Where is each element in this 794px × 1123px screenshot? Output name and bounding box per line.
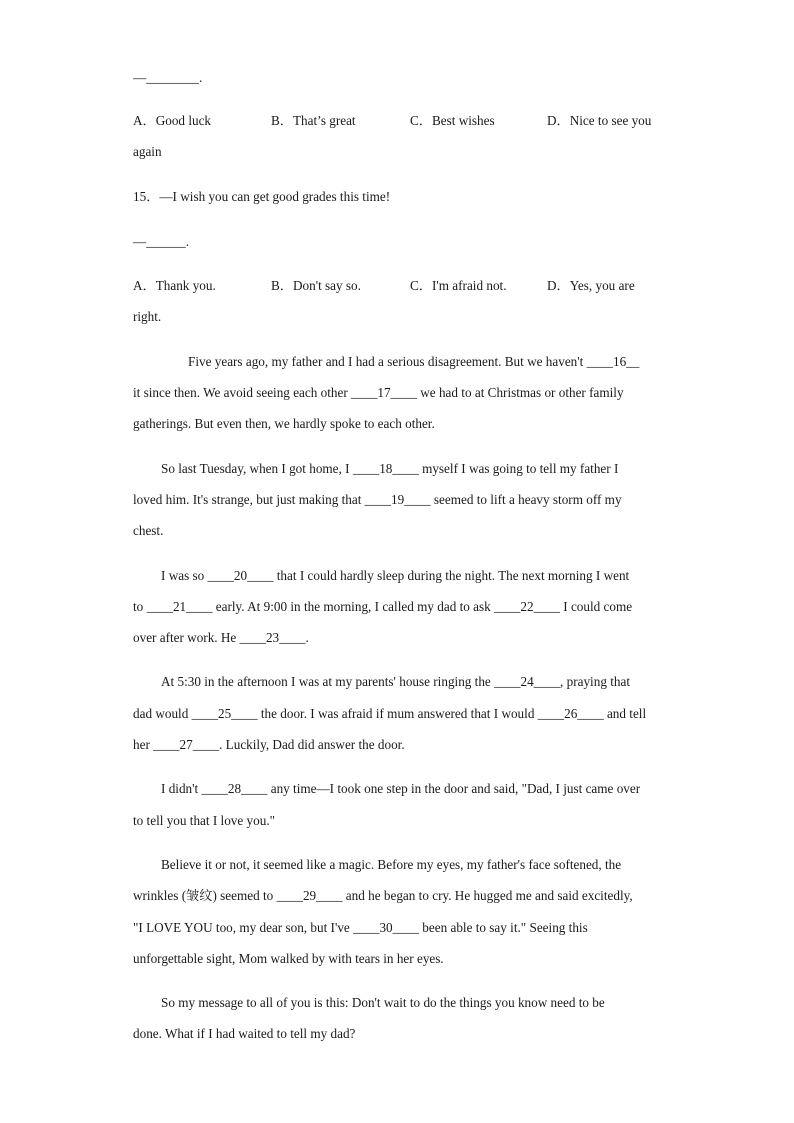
passage-p3-line3	[133, 630, 309, 646]
blank-23: ____23____	[239, 630, 306, 645]
text: . Luckily, Dad did answer the door.	[219, 737, 405, 752]
blank-19: ____19____	[364, 492, 431, 507]
q15-option-c: C．I'm afraid not.	[410, 278, 507, 293]
blank-20: ____20____	[207, 568, 274, 583]
text: I could come	[559, 599, 633, 614]
blank-30: ____30____	[353, 920, 419, 935]
text: So last Tuesday, when I got home, I	[161, 461, 353, 476]
blank-28: ____28____	[201, 781, 268, 796]
blank-24: ____24____	[494, 674, 561, 689]
q14-option-a: A．Good luck	[133, 113, 212, 128]
text: Five years ago, my father and I had a serious disagreement. But we haven't	[188, 354, 587, 369]
passage-p6-line2	[133, 888, 633, 904]
q15-option-a: A．Thank you.	[133, 278, 216, 293]
passage-p7-line1: So my message to all of you is this: Don't wait to do the things you know need to be	[161, 995, 605, 1010]
blank-29: ____29____	[276, 888, 343, 903]
q15-option-wrap: right.	[133, 309, 162, 324]
blank-21: ____21____	[146, 599, 213, 614]
blank-18: ____18____	[352, 461, 419, 476]
passage-p4-line2	[133, 706, 646, 722]
blank-22: ____22____	[494, 599, 560, 614]
passage-p5-line1	[161, 781, 640, 797]
text: At 5:30 in the afternoon I was at my parents' house ringing the	[161, 674, 495, 689]
passage-p2-line1	[161, 461, 618, 477]
text: and he began to cry. He hugged me and said excitedly,	[342, 888, 633, 903]
q14-option-b: B．That’s great	[271, 113, 356, 128]
blank-16: ____16__	[586, 354, 640, 369]
blank-26: ____26____	[537, 706, 604, 721]
text: any time—I took one step in the door and said, "Dad, I just came over	[267, 781, 641, 796]
text: loved him. It's strange, but just making that	[133, 492, 365, 507]
text: I didn't	[161, 781, 202, 796]
q14-option-d: D．Nice to see you	[547, 113, 652, 128]
text: early. At 9:00 in the morning, I called my dad to ask	[212, 599, 495, 614]
text: .	[305, 630, 309, 645]
text: the door. I was afraid if mum answered that I would	[257, 706, 538, 721]
q14-option-c: C．Best wishes	[410, 113, 495, 128]
blank-17: ____17____	[351, 385, 417, 400]
passage-p1-line1	[188, 354, 639, 370]
q15-answer-line: —______.	[133, 234, 190, 249]
text: , praying that	[560, 674, 630, 689]
passage-p6-line3	[133, 920, 588, 936]
text: I was so	[161, 568, 208, 583]
text: we had to at Christmas or other family	[416, 385, 624, 400]
text: and tell	[603, 706, 647, 721]
passage-p1-line3: gatherings. But even then, we hardly spoke to each other.	[133, 416, 435, 431]
passage-p3-line2	[133, 599, 632, 615]
q15-option-b: B．Don't say so.	[271, 278, 361, 293]
passage-p1-line2	[133, 385, 624, 401]
text: dad would	[133, 706, 192, 721]
text: over after work. He	[133, 630, 240, 645]
text: that I could hardly sleep during the night. The next morning I went	[273, 568, 630, 583]
passage-p7-line2: done. What if I had waited to tell my dad?	[133, 1026, 356, 1041]
passage-p2-line3: chest.	[133, 523, 164, 538]
text: seemed to lift a heavy storm off my	[430, 492, 622, 507]
blank-25: ____25____	[191, 706, 258, 721]
q14-answer-line: —________.	[133, 70, 203, 85]
text: "I LOVE YOU too, my dear son, but I've	[133, 920, 354, 935]
text: been able to say it." Seeing this	[419, 920, 588, 935]
text: it since then. We avoid seeing each other	[133, 385, 352, 400]
text: her	[133, 737, 154, 752]
text: myself I was going to tell my father I	[418, 461, 619, 476]
q15-option-d: D．Yes, you are	[547, 278, 635, 293]
blank-27: ____27____	[153, 737, 220, 752]
q14-option-wrap: again	[133, 144, 162, 159]
passage-p6-line1: Believe it or not, it seemed like a magic. Before my eyes, my father's face softened, the	[161, 857, 622, 872]
passage-p6-line4: unforgettable sight, Mom walked by with tears in her eyes.	[133, 951, 444, 966]
q15-stem: 15．—I wish you can get good grades this time!	[133, 189, 391, 204]
passage-p4-line3	[133, 737, 405, 753]
passage-p3-line1	[161, 568, 629, 584]
passage-p2-line2	[133, 492, 622, 508]
passage-p4-line1	[161, 674, 630, 690]
text: wrinkles (皱纹) seemed to	[133, 888, 277, 903]
text: to	[133, 599, 147, 614]
passage-p5-line2: to tell you that I love you."	[133, 813, 275, 828]
